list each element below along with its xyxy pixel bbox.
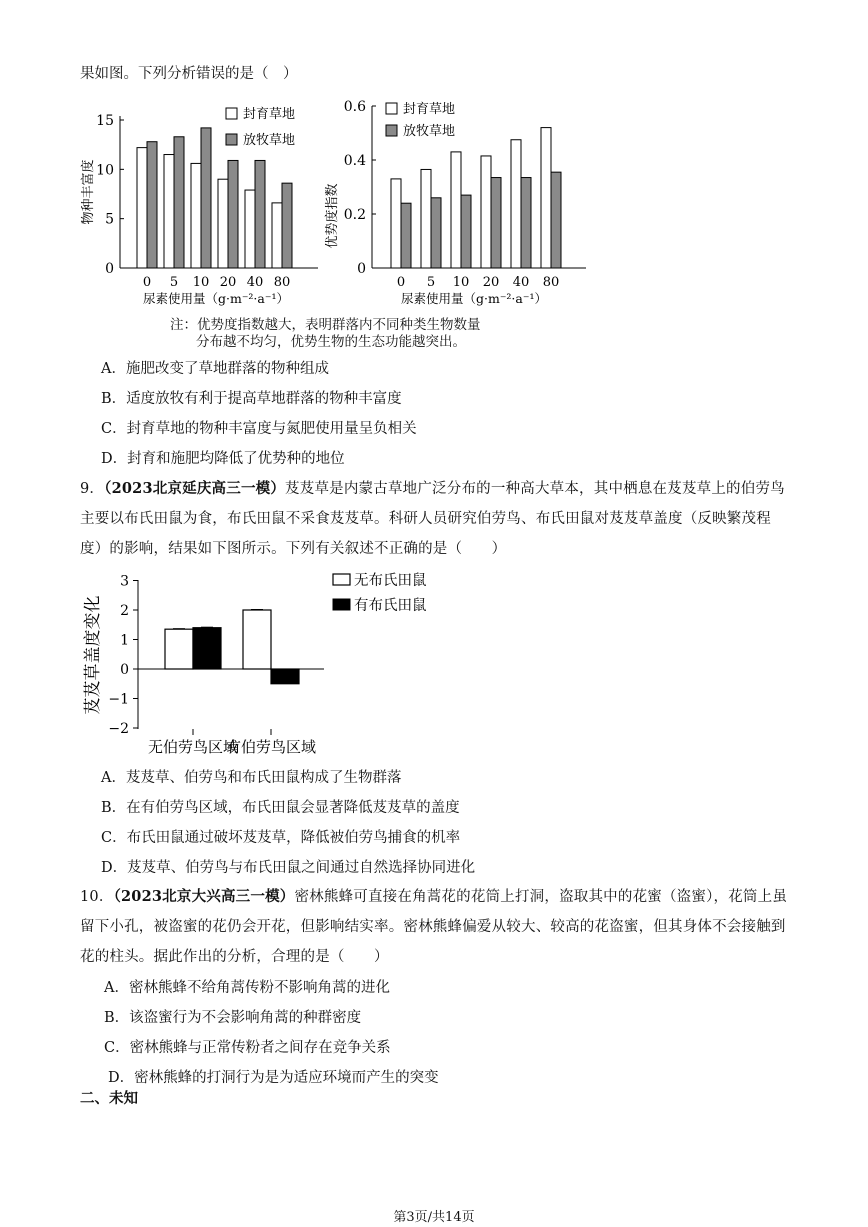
bar-fenced-5 [421,169,431,268]
y-tick-label: −2 [108,721,129,737]
y-tick-label: 2 [120,603,129,619]
bar-fenced-0 [137,148,147,268]
x-tick-label: 40 [512,275,530,290]
question-source: （2023北京延庆高三一模） [104,480,286,497]
y-tick-label: 0 [105,261,114,277]
y-tick-label: 0 [357,261,366,277]
bar-grazed-80 [551,172,561,268]
q9-option-d: D．芨芨草、伯劳鸟与布氏田鼠之间通过自然选择协同进化 [101,860,476,876]
question-10-stem [80,882,792,972]
legend-label-no-vole: 无布氏田鼠 [354,573,427,589]
legend-label-grazed: 放牧草地 [403,124,456,139]
q8-option-c: C．封育草地的物种丰富度与氮肥使用量呈负相关 [101,421,417,437]
bar-grazed-20 [228,160,238,268]
bar-fenced-10 [191,163,201,268]
bar-fenced-5 [164,155,174,268]
bar-grazed-5 [431,198,441,268]
y-tick-label: 0 [120,662,129,678]
question-9-stem [80,474,792,564]
bar-fenced-20 [218,179,228,268]
x-tick-label: 5 [426,275,436,290]
question-source: （2023北京大兴高三一模） [113,888,295,905]
x-tick-label: 有伯劳鸟区域 [225,738,317,756]
legend-swatch-fenced [226,108,237,119]
y-tick-label: −1 [108,691,129,708]
legend-label-grazed: 放牧草地 [243,133,296,148]
bar-grazed-10 [461,195,471,268]
y-tick-label: 5 [105,211,114,228]
q9-option-c: C．布氏田鼠通过破坏芨芨草，降低被伯劳鸟捕食的机率 [101,830,461,846]
x-axis-label: 尿素使用量（g·m⁻²·a⁻¹） [401,291,547,306]
x-tick-label: 0 [396,275,406,290]
x-tick-label: 20 [482,275,500,290]
y-tick-label: 0.6 [343,99,366,115]
q9-option-b: B．在有伯劳鸟区域，布氏田鼠会显著降低芨芨草的盖度 [101,800,460,816]
y-tick-label: 0.4 [343,153,366,169]
legend-label-fenced: 封育草地 [403,102,456,117]
bar-grazed-10 [201,128,211,268]
q8-option-d: D．封育和施肥均降低了优势种的地位 [101,451,345,467]
bar-grazed-5 [174,137,184,268]
bar-with-vole-with-shrike [271,669,299,684]
legend-swatch-no-vole [333,574,350,585]
legend-label-with-vole: 有布氏田鼠 [354,598,427,614]
q10-option-b: B．该盗蜜行为不会影响角蒿的种群密度 [104,1010,362,1026]
legend-swatch-fenced [386,103,397,114]
bar-fenced-0 [391,179,401,268]
bar-no-vole-no-shrike [165,629,193,669]
y-axis-label: 优势度指数 [325,183,340,249]
legend-label-fenced: 封育草地 [243,107,296,122]
bar-no-vole-with-shrike [243,610,271,669]
bar-fenced-40 [511,140,521,268]
legend-swatch-grazed [386,125,397,136]
x-tick-label: 80 [542,275,560,290]
y-tick-label: 3 [120,573,129,590]
bar-grazed-0 [147,142,157,268]
q10-option-d: D．密林熊蜂的打洞行为是为适应环境而产生的突变 [108,1070,439,1086]
bar-grazed-40 [521,178,531,268]
page-footer: 第3页/共14页 [393,1210,475,1225]
y-tick-label: 15 [96,113,114,129]
cover-change-chart [80,570,470,762]
bar-fenced-20 [481,156,491,268]
bar-grazed-80 [282,183,292,268]
y-tick-label: 1 [120,632,129,649]
bar-grazed-20 [491,178,501,268]
y-axis-label: 芨芨草盖度变化 [83,595,103,715]
x-tick-label: 40 [246,275,264,290]
question-text: 芨芨草是内蒙古草地广泛分布的一种高大草本，其中栖息在芨芨草上的伯劳鸟主要以布氏田鼠为食，布氏田鼠不采食芨芨草。科研人员研究伯劳鸟、布氏田鼠对芨芨草盖度（反映繁茂程度）的影响，结果如下图所示。下列有关叙述不正确的是（ ） [80,481,785,557]
x-tick-label: 0 [142,275,152,290]
legend-swatch-grazed [226,134,237,145]
y-tick-label: 0.2 [343,207,366,223]
y-tick-label: 10 [96,162,114,179]
q8-option-b: B．适度放牧有利于提高草地群落的物种丰富度 [101,391,402,407]
q8-option-a: A．施肥改变了草地群落的物种组成 [101,361,329,377]
x-tick-label: 5 [169,275,179,290]
question-number: 9． [80,481,105,497]
bar-with-vole-no-shrike [193,628,221,669]
x-tick-label: 无伯劳鸟区域 [147,738,239,756]
bar-grazed-40 [255,160,265,268]
q10-option-a: A．密林熊蜂不给角蒿传粉不影响角蒿的进化 [104,980,390,996]
question-number: 10． [80,889,114,905]
bar-fenced-80 [541,128,551,268]
legend-swatch-with-vole [333,599,350,610]
x-tick-label: 10 [192,275,210,290]
x-tick-label: 20 [219,275,237,290]
x-tick-label: 10 [452,275,470,290]
section-title: 二、未知 [80,1090,138,1107]
bar-grazed-0 [401,203,411,268]
species-richness-chart [78,96,328,314]
x-tick-label: 80 [273,275,291,290]
x-axis-label: 尿素使用量（g·m⁻²·a⁻¹） [143,291,289,306]
question-text: 密林熊蜂可直接在角蒿花的花筒上打洞，盗取其中的花蜜（盗蜜），花筒上虽留下小孔，被盗蜜的花仍会开花，但影响结实率。密林熊蜂偏爱从较大、较高的花盗蜜，但其身体不会接触到花的柱头。据此作出的分析，合理的是（ ） [80,889,788,965]
q10-option-c: C．密林熊蜂与正常传粉者之间存在竞争关系 [104,1040,391,1056]
bar-fenced-40 [245,190,255,268]
question-8-intro-tail: 果如图。下列分析错误的是（ ） [80,66,298,82]
bar-fenced-10 [451,152,461,268]
y-axis-label: 物种丰富度 [81,159,96,225]
q9-option-a: A．芨芨草、伯劳鸟和布氏田鼠构成了生物群落 [101,770,402,786]
bar-fenced-80 [272,203,282,268]
dominance-index-chart [322,96,594,314]
chart-note-line-1: 注：优势度指数越大，表明群落内不同种类生物数量 [170,317,481,333]
chart-note-line-2: 分布越不均匀，优势生物的生态功能越突出。 [196,334,466,350]
